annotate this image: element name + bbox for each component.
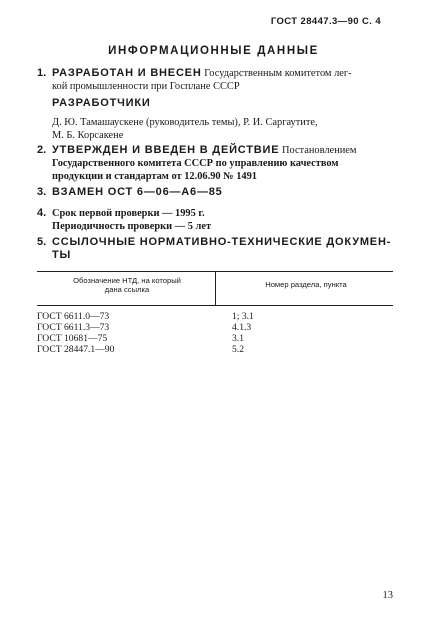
table-cell-document: ГОСТ 10681—75 — [37, 333, 108, 344]
section-1 — [37, 67, 393, 93]
section-text: продукции и стандартам от 12.06.90 № 1491 — [52, 171, 258, 182]
header-text: Обозначение НТД, на который — [73, 276, 181, 285]
table-row — [37, 344, 393, 355]
section-heading: УТВЕРЖДЕН И ВВЕДЕН В ДЕЙСТВИЕ — [52, 144, 280, 156]
table-cell-section: 4.1.3 — [232, 322, 252, 333]
section-text: Государственного комитета СССР по управлению качеством — [52, 158, 339, 169]
section-number: 3. — [37, 186, 47, 198]
section-number: 4. — [37, 207, 47, 219]
section-5 — [37, 236, 393, 262]
section-text: Постановлением — [281, 145, 357, 156]
section-number: 2. — [37, 144, 47, 156]
table-row — [37, 333, 393, 344]
section-number: 1. — [37, 67, 47, 79]
section-2 — [37, 144, 393, 183]
developers-line: М. Б. Корсакене — [52, 130, 124, 141]
page-number: 13 — [382, 590, 393, 601]
developers-line: Д. Ю. Тамашаускене (руководитель темы), Р. И. Саргаутите, — [52, 117, 318, 128]
table-row — [37, 311, 393, 322]
table-cell-document: ГОСТ 28447.1—90 — [37, 344, 115, 355]
table-column-divider — [215, 271, 216, 305]
table-cell-document: ГОСТ 6611.0—73 — [37, 311, 110, 322]
header-text: дана ссылка — [104, 285, 150, 294]
section-3 — [37, 186, 393, 199]
section-heading: ТЫ — [52, 249, 72, 261]
section-number: 5. — [37, 236, 47, 248]
table-header-document — [45, 276, 209, 294]
page-title: ИНФОРМАЦИОННЫЕ ДАННЫЕ — [108, 45, 319, 57]
table-header-rule — [37, 305, 393, 306]
table-cell-section: 5.2 — [232, 344, 244, 355]
section-heading: РАЗРАБОТАН И ВНЕСЕН — [52, 67, 202, 79]
developers-heading: РАЗРАБОТЧИКИ — [52, 97, 151, 109]
section-text: Государственным комитетом лег- — [204, 68, 352, 79]
table-cell-section: 3.1 — [232, 333, 244, 344]
developers-list — [52, 116, 397, 142]
table-row — [37, 322, 393, 333]
section-text: Срок первой проверки — 1995 г. — [52, 208, 205, 219]
section-text: Периодичность проверки — 5 лет — [52, 221, 212, 232]
table-cell-document: ГОСТ 6611.3—73 — [37, 322, 110, 333]
section-heading: ССЫЛОЧНЫЕ НОРМАТИВНО-ТЕХНИЧЕСКИЕ ДОКУМЕН- — [52, 236, 392, 248]
section-4 — [37, 207, 393, 233]
document-code: ГОСТ 28447.3—90 С. 4 — [270, 16, 381, 27]
section-text: кой промышленности при Госплане СССР — [52, 81, 240, 92]
section-heading: ВЗАМЕН ОСТ 6—06—А6—85 — [52, 186, 223, 198]
table-cell-section: 1; 3.1 — [232, 311, 254, 322]
table-header-section: Номер раздела, пункта — [265, 280, 347, 289]
